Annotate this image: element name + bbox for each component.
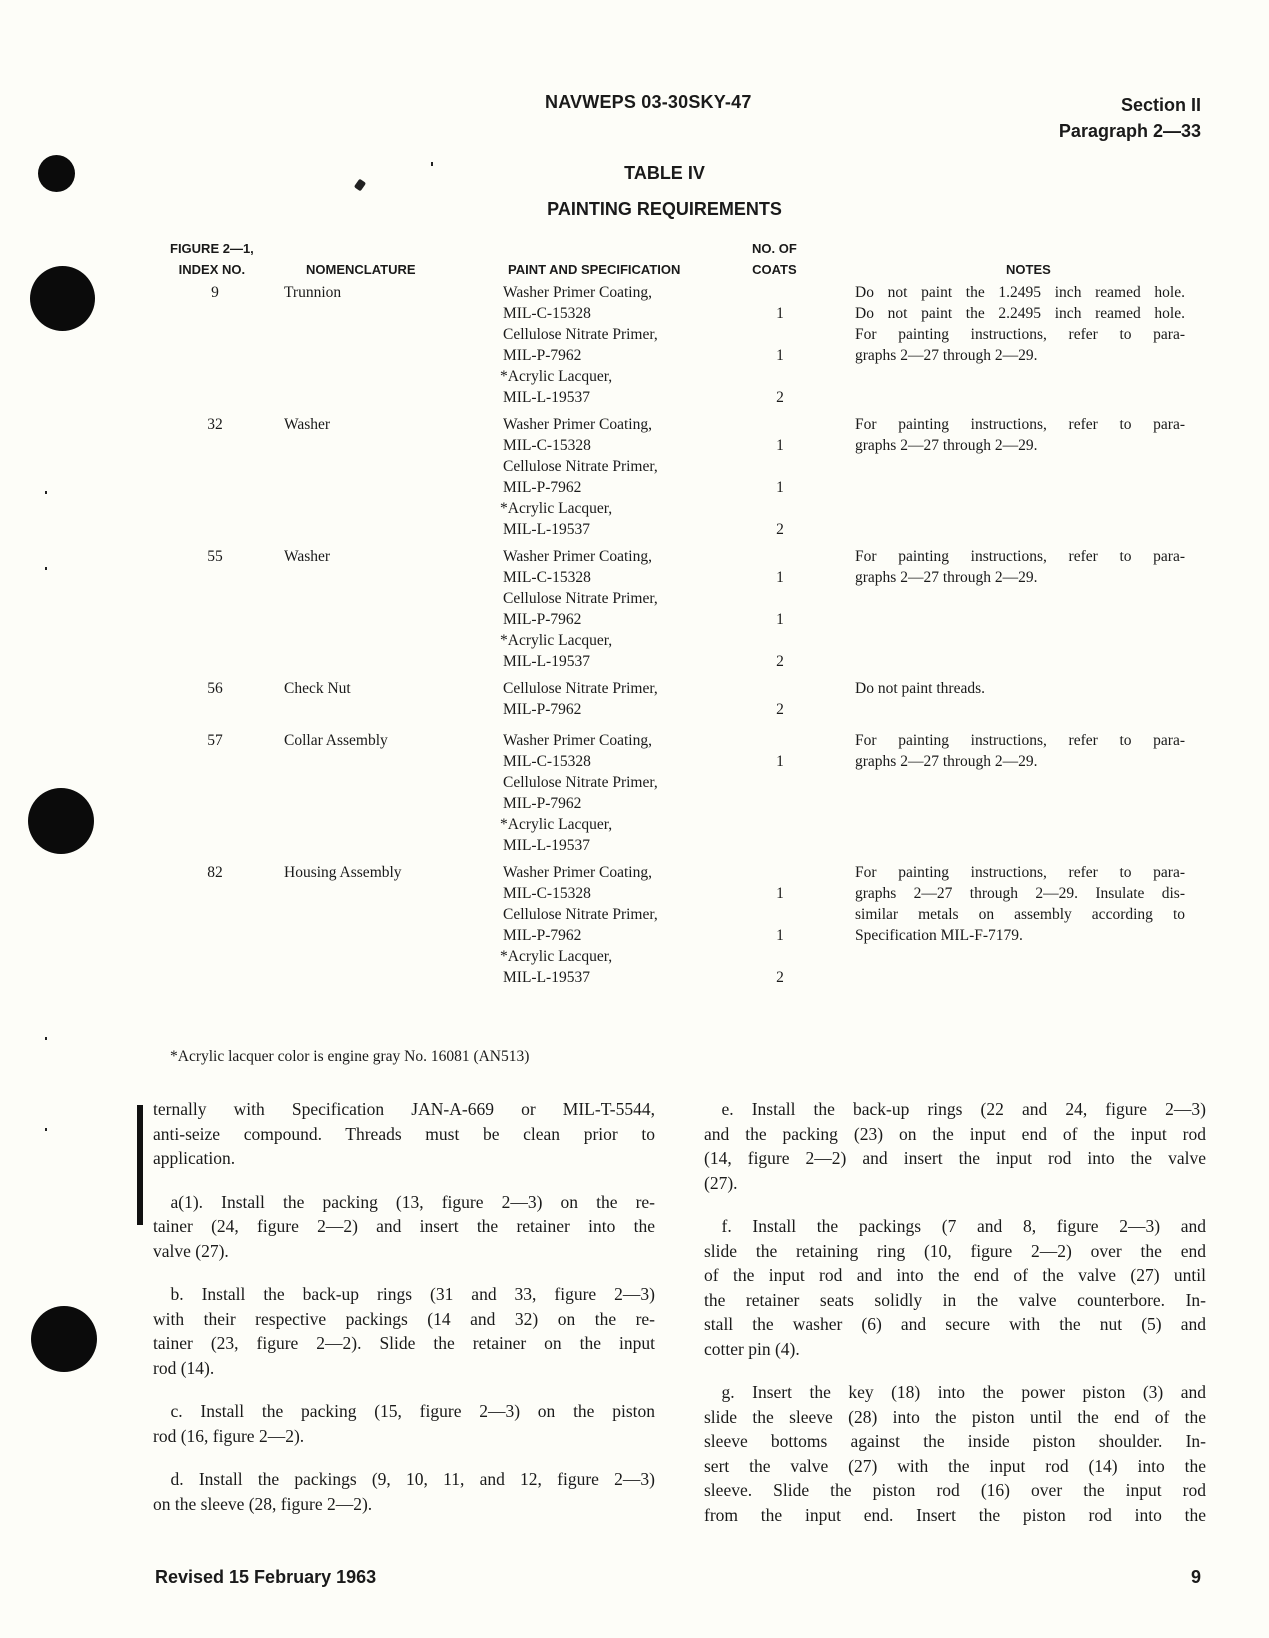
text-line: slide the sleeve (28) into the piston until the end of the bbox=[704, 1406, 1206, 1427]
paint-line: MIL-L-19537 bbox=[503, 653, 590, 670]
notes bbox=[855, 282, 1185, 366]
coats-line bbox=[770, 678, 790, 699]
column-header-notes: NOTES bbox=[1006, 262, 1051, 277]
nomenclature: Washer bbox=[284, 548, 331, 565]
text-line: b. Install the back-up rings (31 and 33, figure 2—3) bbox=[153, 1284, 655, 1304]
coats-count bbox=[770, 678, 790, 720]
text-line: slide the retaining ring (10, figure 2—2) over the end bbox=[704, 1240, 1206, 1261]
text-line: tainer (24, figure 2—2) and insert the retainer into the bbox=[153, 1216, 655, 1236]
nomenclature: Washer bbox=[284, 416, 331, 433]
paint-specification bbox=[500, 414, 740, 540]
text-line: sleeve. Slide the piston rod (16) over the input rod bbox=[704, 1480, 1206, 1500]
coats-line: 1 bbox=[776, 347, 784, 364]
notes-line: Do not paint the 2.2495 inch reamed hole. bbox=[855, 305, 1185, 322]
paint-line: Cellulose Nitrate Primer, bbox=[503, 326, 658, 343]
page-number: 9 bbox=[1190, 1567, 1201, 1587]
paint-line: Cellulose Nitrate Primer, bbox=[503, 774, 658, 791]
coats-count bbox=[770, 414, 790, 540]
text-line: tainer (23, figure 2—2). Slide the retainer on the input bbox=[153, 1333, 655, 1353]
scan-speck bbox=[45, 1128, 47, 1131]
paint-specification bbox=[500, 282, 740, 408]
paint-specification bbox=[500, 678, 740, 720]
paint-line: Washer Primer Coating, bbox=[503, 416, 652, 433]
section-label: Section II bbox=[1120, 95, 1201, 115]
procedure-paragraph bbox=[704, 1097, 1206, 1195]
nomenclature: Housing Assembly bbox=[284, 864, 402, 881]
column-header-coats: NO. OF COATS bbox=[752, 241, 797, 277]
text-line: and the packing (23) on the input end of the input rod bbox=[704, 1123, 1206, 1144]
coats-line bbox=[770, 456, 790, 477]
notes-line: graphs 2—27 through 2—29. bbox=[855, 437, 1038, 454]
coats-line: 1 bbox=[776, 569, 784, 586]
paint-specification bbox=[500, 730, 740, 856]
notes-line: For painting instructions, refer to para- bbox=[855, 864, 1185, 881]
text-line: rod (14). bbox=[153, 1357, 215, 1378]
paint-line: MIL-L-19537 bbox=[503, 837, 590, 854]
paint-line: Cellulose Nitrate Primer, bbox=[503, 458, 658, 475]
text-line: from the input end. Insert the piston rod into the bbox=[704, 1504, 1206, 1525]
coats-line: 2 bbox=[776, 389, 784, 406]
paint-specification bbox=[500, 546, 740, 672]
notes-line: For painting instructions, refer to para- bbox=[855, 548, 1185, 565]
coats-count bbox=[770, 730, 790, 856]
coats-line: 2 bbox=[776, 969, 784, 986]
paint-specification bbox=[500, 862, 740, 988]
coats-line: 2 bbox=[776, 701, 784, 718]
notes-line: graphs 2—27 through 2—29. bbox=[855, 569, 1038, 586]
text-line: c. Install the packing (15, figure 2—3) on the piston bbox=[153, 1401, 655, 1421]
text-line: the retainer seats solidly in the valve counterbore. In- bbox=[704, 1289, 1206, 1310]
index-number: 57 bbox=[207, 732, 223, 749]
text-line: (14, figure 2—2) and insert the input rod into the valve bbox=[704, 1148, 1206, 1168]
text-line: sert the valve (27) with the input rod (14) into the bbox=[704, 1455, 1206, 1476]
notes-line: graphs 2—27 through 2—29. Insulate dis- bbox=[855, 885, 1185, 902]
coats-line: 1 bbox=[776, 611, 784, 628]
coats-count bbox=[770, 282, 790, 408]
table-title: TABLE IV bbox=[624, 163, 705, 183]
column-header-paint: PAINT AND SPECIFICATION bbox=[508, 262, 681, 277]
column-header-nomenclature: NOMENCLATURE bbox=[306, 262, 416, 277]
text-line: stall the washer (6) and secure with the nut (5) and bbox=[704, 1314, 1206, 1334]
scan-speck bbox=[45, 1037, 47, 1040]
index-number: 9 bbox=[211, 284, 219, 301]
notes-line: Do not paint the 1.2495 inch reamed hole. bbox=[855, 284, 1185, 301]
paint-line: Washer Primer Coating, bbox=[503, 284, 652, 301]
paint-line: Washer Primer Coating, bbox=[503, 548, 652, 565]
coats-line: 1 bbox=[776, 479, 784, 496]
notes-line: For painting instructions, refer to para- bbox=[855, 416, 1185, 433]
nomenclature: Trunnion bbox=[284, 284, 342, 301]
paint-line: MIL-C-15328 bbox=[503, 305, 591, 322]
paint-line: MIL-P-7962 bbox=[503, 701, 582, 718]
paint-line: MIL-L-19537 bbox=[503, 389, 590, 406]
scan-speck bbox=[45, 491, 47, 494]
notes-line: similar metals on assembly according to bbox=[855, 906, 1185, 923]
paint-line: *Acrylic Lacquer, bbox=[500, 632, 613, 649]
notes bbox=[855, 414, 1185, 456]
coats-line bbox=[770, 835, 790, 856]
scan-speck bbox=[45, 567, 47, 570]
coats-line: 2 bbox=[776, 521, 784, 538]
coats-line bbox=[770, 904, 790, 925]
notes bbox=[855, 862, 1185, 946]
text-line: d. Install the packings (9, 10, 11, and 12, figure 2—3) bbox=[153, 1469, 655, 1489]
text-line: anti-seize compound. Threads must be clean prior to bbox=[153, 1123, 655, 1144]
coats-line bbox=[770, 414, 790, 435]
notes-line: For painting instructions, refer to para- bbox=[855, 326, 1185, 343]
paint-line: Cellulose Nitrate Primer, bbox=[503, 590, 658, 607]
coats-line bbox=[770, 862, 790, 883]
notes-line: graphs 2—27 through 2—29. bbox=[855, 753, 1038, 770]
coats-line bbox=[770, 630, 790, 651]
coats-line bbox=[770, 588, 790, 609]
paint-line: MIL-P-7962 bbox=[503, 927, 582, 944]
procedure-paragraph bbox=[153, 1467, 655, 1516]
paint-line: Washer Primer Coating, bbox=[503, 864, 652, 881]
nomenclature: Check Nut bbox=[284, 680, 351, 697]
notes bbox=[855, 546, 1185, 588]
text-line: application. bbox=[153, 1148, 236, 1168]
coats-count bbox=[770, 546, 790, 672]
paint-line: MIL-C-15328 bbox=[503, 753, 591, 770]
text-line: with their respective packings (14 and 32) on the re- bbox=[153, 1308, 655, 1329]
nomenclature: Collar Assembly bbox=[284, 732, 388, 749]
notes-line: graphs 2—27 through 2—29. bbox=[855, 347, 1038, 364]
procedure-paragraph bbox=[153, 1097, 655, 1171]
index-number: 32 bbox=[207, 416, 223, 433]
text-line: (27). bbox=[704, 1172, 738, 1193]
paint-line: MIL-L-19537 bbox=[503, 521, 590, 538]
paint-line: MIL-C-15328 bbox=[503, 437, 591, 454]
paint-line: MIL-L-19537 bbox=[503, 969, 590, 986]
change-bar bbox=[137, 1105, 143, 1225]
table-footnote: *Acrylic lacquer color is engine gray No. 16081 (AN513) bbox=[170, 1048, 530, 1065]
text-line: on the sleeve (28, figure 2—2). bbox=[153, 1493, 373, 1514]
body-column-left bbox=[153, 1097, 655, 1535]
text-line: rod (16, figure 2—2). bbox=[153, 1425, 305, 1446]
index-number: 56 bbox=[207, 680, 223, 697]
notes-line: For painting instructions, refer to para- bbox=[855, 732, 1185, 749]
paint-line: *Acrylic Lacquer, bbox=[500, 368, 613, 385]
coats-line bbox=[770, 498, 790, 519]
coats-line bbox=[770, 772, 790, 793]
coats-line bbox=[770, 730, 790, 751]
coats-line bbox=[770, 793, 790, 814]
paint-line: MIL-P-7962 bbox=[503, 479, 582, 496]
coats-line: 1 bbox=[776, 305, 784, 322]
punch-hole-icon bbox=[31, 1306, 97, 1372]
coats-line bbox=[770, 366, 790, 387]
punch-hole-icon bbox=[30, 266, 95, 331]
coats-line bbox=[770, 324, 790, 345]
procedure-paragraph bbox=[704, 1380, 1206, 1527]
index-number: 55 bbox=[207, 548, 223, 565]
notes-line: Do not paint threads. bbox=[855, 680, 986, 697]
index-number: 82 bbox=[207, 864, 223, 881]
text-line: e. Install the back-up rings (22 and 24, figure 2—3) bbox=[704, 1099, 1206, 1119]
coats-line bbox=[770, 814, 790, 835]
section-reference bbox=[1059, 92, 1201, 144]
coats-line: 1 bbox=[776, 753, 784, 770]
paragraph-label: Paragraph 2—33 bbox=[1058, 121, 1201, 141]
text-line: ternally with Specification JAN-A-669 or MIL-T-5544, bbox=[153, 1099, 655, 1119]
procedure-paragraph bbox=[153, 1190, 655, 1264]
paint-line: MIL-P-7962 bbox=[503, 347, 582, 364]
coats-line bbox=[770, 546, 790, 567]
paint-line: Washer Primer Coating, bbox=[503, 732, 652, 749]
text-line: f. Install the packings (7 and 8, figure 2—3) and bbox=[704, 1216, 1206, 1236]
revision-date: Revised 15 February 1963 bbox=[155, 1567, 377, 1587]
paint-line: *Acrylic Lacquer, bbox=[500, 948, 613, 965]
column-header-index: FIGURE 2—1, INDEX NO. bbox=[170, 241, 254, 277]
text-line: of the input rod and into the end of the valve (27) until bbox=[704, 1265, 1206, 1285]
table-subtitle: PAINTING REQUIREMENTS bbox=[547, 199, 782, 219]
body-column-right bbox=[704, 1097, 1206, 1546]
coats-line: 2 bbox=[776, 653, 784, 670]
coats-line: 1 bbox=[776, 927, 784, 944]
text-line: valve (27). bbox=[153, 1240, 229, 1261]
paint-line: *Acrylic Lacquer, bbox=[500, 816, 613, 833]
text-line: a(1). Install the packing (13, figure 2—3) on the re- bbox=[153, 1191, 655, 1212]
coats-line: 1 bbox=[776, 437, 784, 454]
notes-line: Specification MIL-F-7179. bbox=[855, 927, 1023, 944]
paint-line: MIL-C-15328 bbox=[503, 885, 591, 902]
coats-line bbox=[770, 282, 790, 303]
coats-count bbox=[770, 862, 790, 988]
coats-line: 1 bbox=[776, 885, 784, 902]
paint-line: Cellulose Nitrate Primer, bbox=[503, 680, 658, 697]
paint-line: Cellulose Nitrate Primer, bbox=[503, 906, 658, 923]
punch-hole-icon bbox=[28, 788, 94, 854]
procedure-paragraph bbox=[704, 1214, 1206, 1361]
paint-line: MIL-P-7962 bbox=[503, 795, 582, 812]
text-line: sleeve bottoms against the inside piston shoulder. In- bbox=[704, 1431, 1206, 1451]
notes bbox=[855, 730, 1185, 772]
paint-line: MIL-C-15328 bbox=[503, 569, 591, 586]
text-line: cotter pin (4). bbox=[704, 1338, 800, 1359]
coats-line bbox=[770, 946, 790, 967]
text-line: g. Insert the key (18) into the power piston (3) and bbox=[704, 1382, 1206, 1402]
paint-line: MIL-P-7962 bbox=[503, 611, 582, 628]
procedure-paragraph bbox=[153, 1282, 655, 1380]
procedure-paragraph bbox=[153, 1399, 655, 1448]
notes bbox=[855, 678, 1185, 699]
paint-line: *Acrylic Lacquer, bbox=[500, 500, 613, 517]
document-number: NAVWEPS 03-30SKY-47 bbox=[545, 92, 752, 112]
